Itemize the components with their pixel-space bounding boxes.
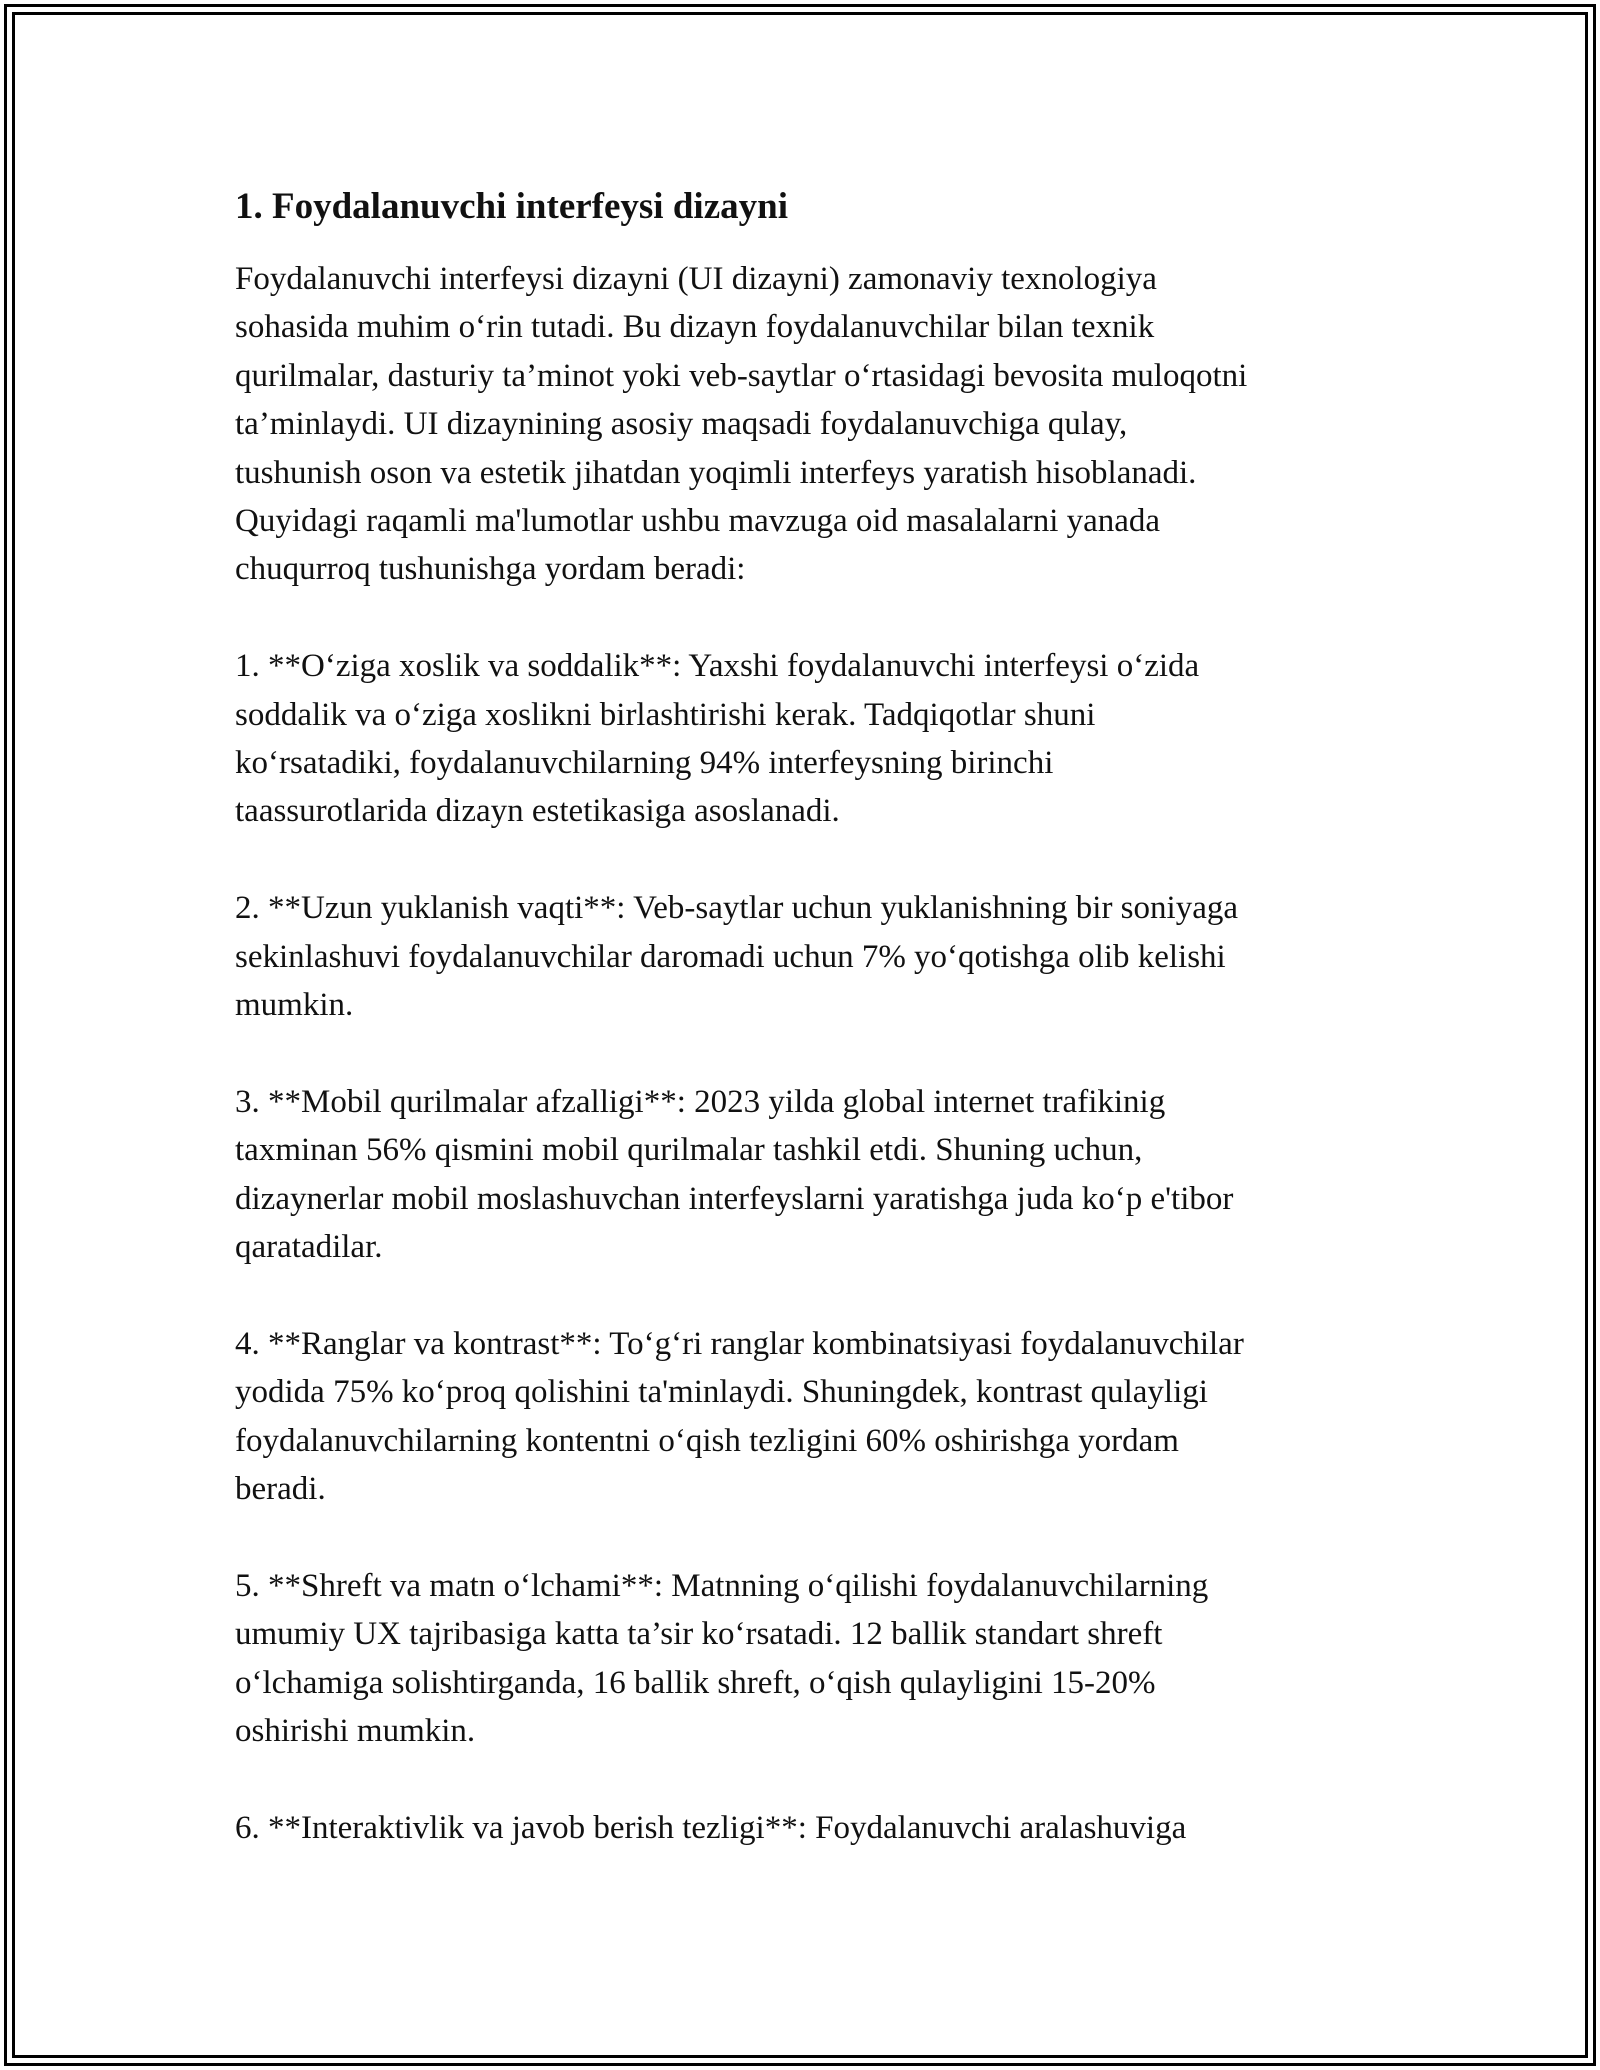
list-item-line: 5. **Shreft va matn o‘lchami**: Matnning o‘qilishi foydalanuvchilarning <box>235 1567 1209 1604</box>
intro-line: Foydalanuvchi interfeysi dizayni (UI dizayni) zamonaviy texnologiya <box>235 261 1157 297</box>
list-item-3 <box>235 1078 1375 1272</box>
list-item-line: taxminan 56% qismini mobil qurilmalar tashkil etdi. Shuning uchun, <box>235 1132 1143 1169</box>
section-heading: 1. Foydalanuvchi interfeysi dizayni <box>235 186 788 227</box>
list-item-1 <box>235 642 1375 836</box>
list-item-line: mumkin. <box>235 987 354 1024</box>
list-item-line: 3. **Mobil qurilmalar afzalligi**: 2023 yilda global internet trafikinig <box>235 1083 1166 1120</box>
paragraph-gap <box>235 1514 1375 1562</box>
list-item-2 <box>235 884 1375 1029</box>
list-item-5 <box>235 1562 1375 1756</box>
list-item-line: sekinlashuvi foydalanuvchilar daromadi uchun 7% yo‘qotishga olib kelishi <box>235 938 1226 975</box>
document-content <box>235 183 1375 1852</box>
list-item-line: yodida 75% ko‘proq qolishini ta'minlaydi. Shuningdek, kontrast qulayligi <box>235 1374 1208 1411</box>
list-item-line: foydalanuvchilarning kontentni o‘qish tezligini 60% oshirishga yordam <box>235 1422 1179 1459</box>
intro-line: Quyidagi raqamli ma'lumotlar ushbu mavzuga oid masalalarni yanada <box>235 503 1161 540</box>
list-item-line: dizaynerlar mobil moslashuvchan interfeyslarni yaratishga juda ko‘p e'tibor <box>235 1180 1234 1217</box>
intro-line: tushunish oson va estetik jihatdan yoqimli interfeys yaratish hisoblanadi. <box>235 454 1197 491</box>
list-item-line: soddalik va o‘ziga xoslikni birlashtirishi kerak. Tadqiqotlar shuni <box>235 696 1096 733</box>
list-item-line: ko‘rsatadiki, foydalanuvchilarning 94% interfeysning birinchi <box>235 745 1054 782</box>
intro-line: sohasida muhim o‘rin tutadi. Bu dizayn foydalanuvchilar bilan texnik <box>235 309 1155 346</box>
list-item-line: umumiy UX tajribasiga katta ta’sir ko‘rsatadi. 12 ballik standart shreft <box>235 1616 1163 1653</box>
intro-paragraph <box>235 255 1375 594</box>
paragraph-gap <box>235 1271 1375 1319</box>
list-item-line: 2. **Uzun yuklanish vaqti**: Veb-saytlar uchun yuklanishning bir soniyaga <box>235 890 1238 927</box>
list-item-line: oshirishi mumkin. <box>235 1713 476 1750</box>
intro-line: qurilmalar, dasturiy ta’minot yoki veb-saytlar o‘rtasidagi bevosita muloqotni <box>235 357 1248 394</box>
list-item-6 <box>235 1804 1375 1852</box>
paragraph-gap <box>235 1029 1375 1077</box>
list-item-line: qaratadilar. <box>235 1229 383 1266</box>
list-item-line: beradi. <box>235 1471 326 1508</box>
list-item-4 <box>235 1320 1375 1514</box>
document-body <box>235 255 1375 1852</box>
intro-line: ta’minlaydi. UI dizaynining asosiy maqsadi foydalanuvchiga qulay, <box>235 406 1128 443</box>
list-item-line: 1. **O‘ziga xoslik va soddalik**: Yaxshi foydalanuvchi interfeysi o‘zida <box>235 648 1200 685</box>
paragraph-gap <box>235 1756 1375 1804</box>
paragraph-gap <box>235 836 1375 884</box>
list-item-line: o‘lchamiga solishtirganda, 16 ballik shreft, o‘qish qulayligini 15-20% <box>235 1664 1156 1701</box>
intro-line: chuqurroq tushunishga yordam beradi: <box>235 551 746 588</box>
list-item-line: 4. **Ranglar va kontrast**: To‘g‘ri ranglar kombinatsiyasi foydalanuvchilar <box>235 1325 1244 1362</box>
list-item-line: 6. **Interaktivlik va javob berish tezligi**: Foydalanuvchi aralashuviga <box>235 1809 1187 1846</box>
list-item-line: taassurotlarida dizayn estetikasiga asoslanadi. <box>235 793 840 830</box>
paragraph-gap <box>235 594 1375 642</box>
